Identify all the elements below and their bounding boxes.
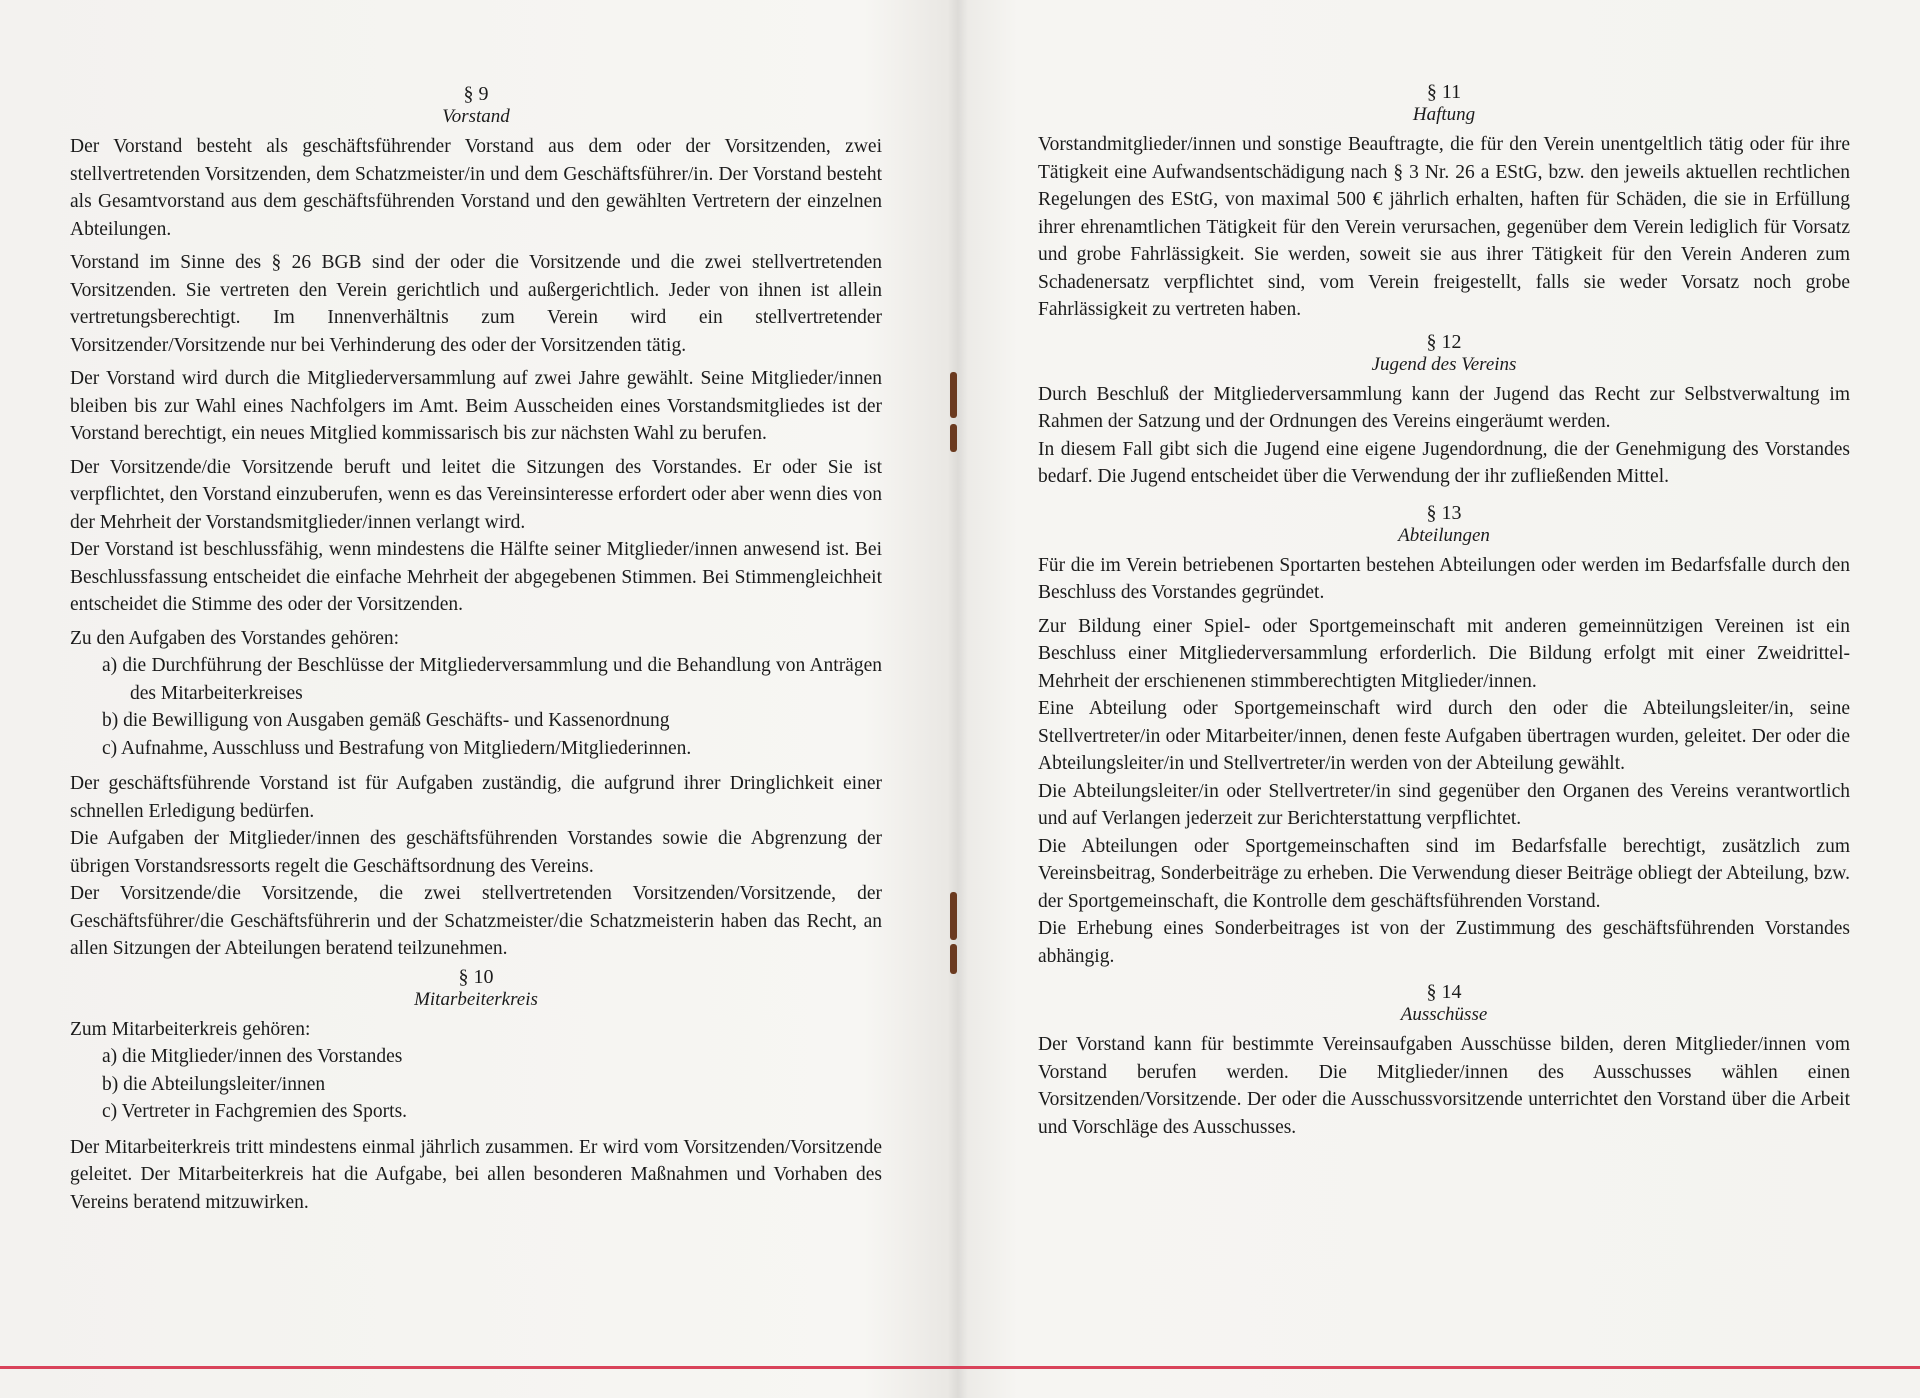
paragraph: Vorstandmitglieder/innen und sonstige Beauftragte, die für den Verein unentgeltlich tätig oder für ihre Tätigkeit eine Aufwandsentschädigung nach § 3 Nr. 26 a EStG, bzw. den jeweils aktuellen rechtlichen Regelungen des EStG, von maximal 500 € jährlich erhalten, haften für Schäden, die sie in Erfüllung ihrer ehrenamtlichen Tätigkeit für den Verein verursachen, gegenüber dem Verein lediglich für Vorsatz und grobe Fahrlässigkeit. Sie werden, soweit sie aus ihrer Tätigkeit für den Verein Anderen zum Schadenersatz verpflichtet sind, vom Verein freigestellt, falls sie weder Vorsatz noch grobe Fahrlässigkeit zu vertreten haben. bbox=[1038, 134, 1850, 320]
section-title: Jugend des Vereins bbox=[1371, 353, 1517, 375]
section-title: Mitarbeiterkreis bbox=[414, 988, 538, 1010]
paragraph: Der Vorsitzende/die Vorsitzende beruft und leitet die Sitzungen des Vorstandes. Er oder Sie ist verpflichtet, den Vorstand einzuberufen, wenn es das Vereinsinteresse erfordert oder aber wenn dies von der Mehrheit der Vorstandsmitglieder/innen verlangt wird. bbox=[70, 456, 882, 533]
list-item: b) die Abteilungsleiter/innen bbox=[102, 1073, 326, 1095]
section-14-heading bbox=[1038, 980, 1850, 1026]
section-number: § 9 bbox=[463, 83, 489, 105]
paragraph: Die Abteilungen oder Sportgemeinschaften sind im Bedarfsfalle berechtigt, zusätzlich zum Vereinsbeitrag, Sonderbeiträge zu erheben. Die Verwendung dieser Beiträge obliegt der Abteilung, bzw. der Sportgemeinschaft, die Kontrolle dem geschäftsführenden Vorstand. bbox=[1038, 835, 1850, 912]
section-number: § 12 bbox=[1426, 330, 1462, 353]
right-page bbox=[1038, 80, 1850, 1147]
section-9-heading bbox=[70, 82, 882, 128]
paragraph: Die Aufgaben der Mitglieder/innen des geschäftsführenden Vorstandes sowie die Abgrenzung der übrigen Vorstandsressorts regelt die Geschäftsordnung des Vereins. bbox=[70, 828, 882, 877]
paragraph: Die Erhebung eines Sonderbeitrages ist von der Zustimmung des geschäftsführenden Vorstandes abhängig. bbox=[1038, 918, 1850, 967]
section-title: Ausschüsse bbox=[1400, 1004, 1488, 1025]
staple bbox=[950, 944, 957, 974]
section-title: Abteilungen bbox=[1398, 524, 1490, 546]
paragraph: Der Vorstand ist beschlussfähig, wenn mindestens die Hälfte seiner Mitglieder/innen anwesend ist. Bei Beschlussfassung entscheidet die einfache Mehrheit der abgegebenen Stimmen. Bei Stimmengleichheit entscheidet die Stimme des oder der Vorsitzenden. bbox=[70, 539, 882, 615]
list-item: c) Aufnahme, Ausschluss und Bestrafung von Mitgliedern/Mitgliederinnen. bbox=[102, 737, 692, 759]
paragraph: Durch Beschluß der Mitgliederversammlung kann der Jugend das Recht zur Selbstverwaltung im Rahmen der Satzung und der Ordnungen des Vereins eingeräumt werden. bbox=[1038, 383, 1850, 432]
section-title: Vorstand bbox=[442, 106, 510, 127]
scan-edge-line bbox=[0, 1366, 1920, 1369]
section-title: Haftung bbox=[1412, 104, 1476, 125]
paragraph: Der Vorstand kann für bestimmte Vereinsaufgaben Ausschüsse bilden, deren Mitglieder/innen vom Vorstand berufen werden. Die Mitglieder/innen des Ausschusses wählen einen Vorsitzenden/Vorsitzende. Der oder die Ausschussvorsitzende unterrichtet den Vorstand über die Arbeit und Vorschläge des Ausschusses. bbox=[1038, 1034, 1850, 1138]
paragraph: Der Vorstand besteht als geschäftsführender Vorstand aus dem oder der Vorsitzenden, zwei stellvertretenden Vorsitzenden, dem Schatzmeister/in und dem Geschäftsführer/in. Der Vorstand besteht als Gesamtvorstand aus dem geschäftsführenden Vorstand und den gewählten Vertretern der einzelnen Abteilungen. bbox=[70, 136, 882, 240]
member-list bbox=[70, 1043, 882, 1126]
section-number: § 11 bbox=[1426, 81, 1462, 103]
section-10-heading bbox=[70, 965, 882, 1011]
left-page bbox=[70, 82, 882, 1222]
paragraph: Zur Bildung einer Spiel- oder Sportgemeinschaft mit anderen gemeinnützigen Vereinen ist ein Beschluss einer Mitgliederversammlung erforderlich. Die Bildung erfolgt mit einer Zweidrittel-Mehrheit der erschienenen stimmberechtigten Mitglieder/innen. bbox=[1038, 615, 1850, 692]
paragraph: Vorstand im Sinne des § 26 BGB sind der oder die Vorsitzende und die zwei stellvertretenden Vorsitzenden. Sie vertreten den Verein gerichtlich und außergerichtlich. Jeder von ihnen ist allein vertretungsberechtigt. Im Innenverhältnis zum Verein wird ein stellvertretender Vorsitzender/Vorsitzende nur bei Verhinderung des oder der Vorsitzenden tätig. bbox=[70, 252, 882, 356]
list-item: a) die Mitglieder/innen des Vorstandes bbox=[102, 1046, 403, 1067]
paragraph: Der Vorsitzende/die Vorsitzende, die zwei stellvertretenden Vorsitzenden/Vorsitzende, der Geschäftsführer/die Geschäftsführerin und der Schatzmeister/die Schatzmeisterin haben das Recht, an allen Sitzungen der Abteilungen beratend teilzunehmen. bbox=[70, 883, 882, 959]
list-item: a) die Durchführung der Beschlüsse der Mitgliederversammlung und die Behandlung von Anträgen des Mitarbeiterkreises bbox=[102, 655, 882, 704]
section-13-heading bbox=[1038, 501, 1850, 547]
paragraph: Eine Abteilung oder Sportgemeinschaft wird durch den oder die Abteilungsleiter/in, seine Stellvertreter/in oder Mitarbeiter/innen, denen feste Aufgaben übertragen wurden, geleitet. Der oder die Abteilungsleiter/in und Stellvertreter/in werden von der Abteilung gewählt. bbox=[1038, 698, 1850, 774]
paragraph: In diesem Fall gibt sich die Jugend eine eigene Jugendordnung, die der Genehmigung des Vorstandes bedarf. Die Jugend entscheidet über die Verwendung der ihr zufließenden Mittel. bbox=[1038, 438, 1850, 487]
staple bbox=[950, 372, 957, 418]
section-number: § 14 bbox=[1426, 981, 1462, 1003]
section-number: § 10 bbox=[458, 965, 494, 988]
staple bbox=[950, 892, 957, 940]
booklet-spine bbox=[948, 0, 968, 1398]
paragraph: Die Abteilungsleiter/in oder Stellvertreter/in sind gegenüber den Organen des Vereins verantwortlich und auf Verlangen jederzeit zur Berichterstattung verpflichtet. bbox=[1038, 780, 1850, 829]
paragraph: Zum Mitarbeiterkreis gehören: bbox=[70, 1018, 311, 1040]
paragraph: Der Mitarbeiterkreis tritt mindestens einmal jährlich zusammen. Er wird vom Vorsitzenden/Vorsitzende geleitet. Der Mitarbeiterkreis hat die Aufgabe, bei allen besonderen Maßnahmen und Vorhaben des Vereins beratend mitzuwirken. bbox=[70, 1136, 882, 1213]
paragraph: Der geschäftsführende Vorstand ist für Aufgaben zuständig, die aufgrund ihrer Dringlichkeit einer schnellen Erledigung bedürfen. bbox=[70, 773, 882, 822]
section-11-heading bbox=[1038, 80, 1850, 126]
staple bbox=[950, 424, 957, 452]
paragraph: Zu den Aufgaben des Vorstandes gehören: bbox=[70, 627, 400, 649]
list-item: c) Vertreter in Fachgremien des Sports. bbox=[102, 1101, 408, 1122]
task-list bbox=[70, 652, 882, 762]
section-number: § 13 bbox=[1426, 501, 1462, 524]
list-item: b) die Bewilligung von Ausgaben gemäß Geschäfts- und Kassenordnung bbox=[102, 710, 670, 731]
paragraph: Für die im Verein betriebenen Sportarten bestehen Abteilungen oder werden im Bedarfsfalle durch den Beschluss des Vorstandes gegründet. bbox=[1038, 554, 1850, 603]
section-12-heading bbox=[1038, 330, 1850, 376]
paragraph: Der Vorstand wird durch die Mitgliederversammlung auf zwei Jahre gewählt. Seine Mitglieder/innen bleiben bis zur Wahl eines Nachfolgers im Amt. Beim Ausscheiden eines Vorstandsmitgliedes ist der Vorstand berechtigt, ein neues Mitglied kommissarisch bis zur nächsten Wahl zu berufen. bbox=[70, 368, 882, 444]
